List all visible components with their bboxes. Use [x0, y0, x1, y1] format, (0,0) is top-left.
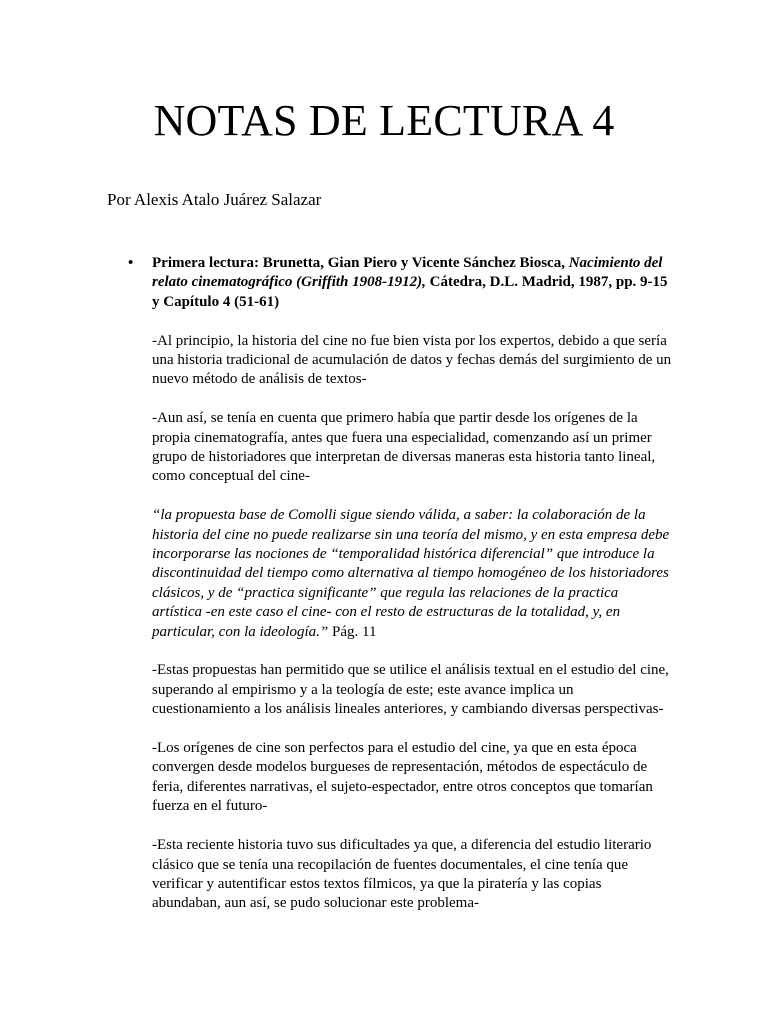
author-line: Por Alexis Atalo Juárez Salazar — [107, 190, 322, 209]
paragraph-1: -Al principio, la historia del cine no fue bien vista por los expertos, debido a que sería una historia tradicional de acumulación de datos y fechas demás del surgimiento de un nuevo método de análisis de textos- — [152, 332, 672, 388]
heading-book-title: Nacimiento del relato cinematográfico (Griffith 1908-1912), — [152, 255, 663, 291]
paragraph-4: -Los orígenes de cine son perfectos para el estudio del cine, ya que en esta época convergen desde modelos burgueses de representación, métodos de espectáculo de feria, diferentes narrativas, el sujeto-espectador, entre otros conceptos que tomarían fuerza en el futuro- — [152, 740, 653, 815]
bullet-icon: • — [128, 255, 134, 271]
heading-publication: Cátedra, D.L. Madrid, 1987, pp. 9-15 y Capítulo 4 (51-61) — [152, 274, 668, 310]
paragraph-5: -Esta reciente historia tuvo sus dificultades ya que, a diferencia del estudio literario clásico que se tenía una recopilación de fuentes documentales, el cine tenía que verificar y autentificar estos textos fílmicos, ya que la piratería y las copias abundaban, aun así, se pudo solucionar este problema- — [152, 837, 652, 912]
paragraph-2: -Aun así, se tenía en cuenta que primero había que partir desde los orígenes de la propia cinematografía, antes que fuera una especialidad, comenzando así un primer grupo de historiadores que interpretan de diversas maneras esta historia tanto lineal, como conceptual del cine- — [152, 410, 656, 485]
paragraph-3: -Estas propuestas han permitido que se utilice el análisis textual en el estudio del cine, superando al empirismo y a la teología de este; este avance implica un cuestionamiento a los análisis lineales anteriores, y cambiando diversas perspectivas- — [152, 662, 669, 718]
heading-authors: Primera lectura: Brunetta, Gian Piero y Vicente Sánchez Biosca, — [152, 255, 569, 271]
quote-text: “la propuesta base de Comolli sigue siendo válida, a saber: la colaboración de la historia del cine no puede realizarse sin una teoría del mismo, y en esta empresa debe incorporarse las nociones de “temporalidad histórica diferencial” que introduce la discontinuidad del tiempo como alternativa al tiempo homogéneo de los historiadores clásicos, y de “practica significante” que regula las relaciones de la practica artística -en este caso el cine- con el resto de estructuras de la totalidad, y, en particular, con la ideología.” — [152, 507, 670, 640]
document-body — [128, 254, 672, 933]
document-title: NOTAS DE LECTURA 4 — [153, 96, 615, 145]
reading-heading — [128, 254, 672, 312]
quote-paragraph — [152, 506, 672, 642]
quote-page-ref: Pág. 11 — [328, 623, 377, 640]
